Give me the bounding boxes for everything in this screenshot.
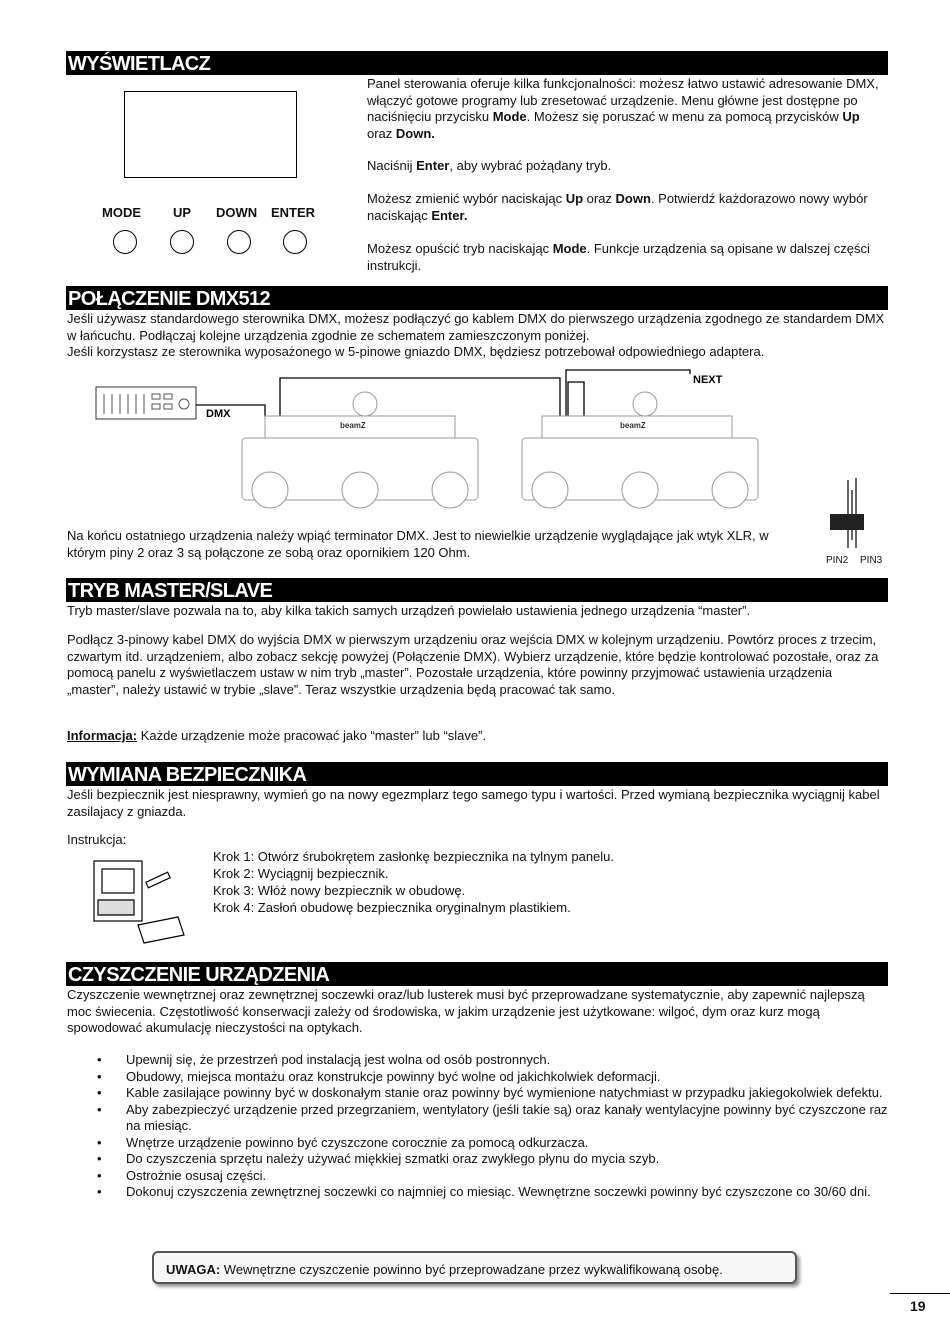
section-heading-fuse: WYMIANA BEZPIECZNIKA	[66, 762, 888, 786]
display-screen-illustration	[124, 91, 297, 178]
list-item: • Wnętrze urządzenie powinno być czyszczone corocznie za pomocą odkurzacza.	[97, 1134, 589, 1150]
pin2-label: PIN2	[826, 555, 849, 566]
master-paragraph-1: Tryb master/slave pozwala na to, aby kilka takich samych urządzeń powielało ustawienia jednego urządzenia “master”.	[67, 603, 751, 618]
cleaning-paragraph-1: Czyszczenie wewnętrznej oraz zewnętrznej soczewki oraz/lub lusterek musi być przeprowadzane systematycznie, aby zapewnić najlepszą moc świecenia. Częstotliwość konserwacji zależy od środowiska, w jakim urządzenie jest użytkowane: wilgoć, dym oraz kurz mogą spowodować akumulację nieczystości na optykach.	[67, 987, 865, 1035]
warning-box: UWAGA: Wewnętrzne czyszczenie powinno być przeprowadzane przez wykwalifikowaną osobę.	[152, 1251, 797, 1284]
dmx-terminator-paragraph: Na końcu ostatniego urządzenia należy wpiąć terminator DMX. Jest to niewielkie urządzenie wyglądające jak wtyk XLR, w którym piny 2 oraz 3 są połączone ze sobą oraz opornikiem 120 Ohm.	[67, 528, 769, 560]
fuse-step-1: Krok 1: Otwórz śrubokrętem zasłonkę bezpiecznika na tylnym panelu.	[213, 849, 615, 864]
fuse-paragraph-1: Jeśli bezpiecznik jest niesprawny, wymień go na nowy egezmplarz tego samego typu i wartości. Przed wymianą bezpiecznika wyciągnij kabel zasilajacy z gniazda.	[67, 787, 880, 819]
button-label-down: DOWN	[216, 205, 258, 220]
pin3-label: PIN3	[860, 555, 883, 566]
cleaning-bullet-list	[97, 1052, 890, 1201]
next-label: NEXT	[693, 374, 723, 386]
fuse-step-3: Krok 3: Włóż nowy bezpiecznik w obudowę.	[213, 883, 466, 898]
dmx-controller	[96, 387, 196, 419]
section-heading-master: TRYB MASTER/SLAVE	[66, 578, 888, 602]
fuse-step-2: Krok 2: Wyciągnij bezpiecznik.	[213, 866, 389, 881]
fuse-replacement-illustration	[88, 855, 188, 947]
display-paragraph-2: Naciśnij Enter, aby wybrać pożądany tryb.	[367, 158, 612, 173]
svg-text:beamZ: beamZ	[340, 421, 366, 430]
dmx-terminator-illustration	[826, 470, 886, 550]
list-item: • Kable zasilające powinny być w doskonałym stanie oraz powinny być wymienione natychmiast w przypadku jakiegokolwiek defektu.	[97, 1085, 883, 1100]
button-label-enter: ENTER	[271, 205, 316, 220]
button-label-mode: MODE	[102, 205, 141, 220]
fixture-2	[522, 392, 758, 508]
fixture-1	[242, 392, 478, 508]
list-item: • Aby zabezpieczyć urządzenie przed przegrzaniem, wentylatory (jeśli takie są) oraz kanały wentylacyjne powinny być czyszczone raz na miesiąc.	[97, 1101, 888, 1133]
section-heading-cleaning: CZYSZCZENIE URZĄDZENIA	[66, 962, 888, 986]
list-item: • Ostrożnie osusaj części.	[97, 1167, 267, 1183]
up-button-circle	[170, 230, 194, 254]
list-item: • Obudowy, miejsca montażu oraz konstrukcje powinny być wolne od jakichkolwiek deformacji.	[97, 1068, 661, 1084]
display-paragraph-3: Możesz zmienić wybór naciskając Up oraz Down. Potwierdź każdorazowo nowy wybór naciskając Enter.	[367, 191, 868, 223]
mode-button-circle	[113, 230, 137, 254]
button-label-up: UP	[173, 205, 192, 220]
down-button-circle	[227, 230, 251, 254]
display-paragraph-1: Panel sterowania oferuje kilka funkcjonalności: możesz łatwo ustawić adresowanie DMX, włączyć gotowe programy lub zresetować urządzenie. Menu główne jest dostępne po naciśnięciu przycisku Mode. Możesz się poruszać w menu za pomocą przycisków Up oraz Down.	[367, 76, 879, 141]
page-number: 19	[890, 1293, 950, 1315]
list-item: • Dokonuj czyszczenia zewnętrznej soczewki co najmniej co miesiąc. Wewnętrzne soczewki powinny być czyszczone co 30/60 dni.	[97, 1184, 871, 1199]
master-info: Informacja: Każde urządzenie może pracować jako “master” lub “slave”.	[67, 728, 487, 743]
enter-button-circle	[283, 230, 307, 254]
dmx-paragraph-1: Jeśli używasz standardowego sterownika DMX, możesz podłączyć go kablem DMX do pierwszego urządzenia zgodnego ze standardem DMX w łańcuchu. Podłączaj kolejne urządzenia zgodnie ze schematem zamieszczonym poniżej.	[67, 311, 885, 343]
section-heading-dmx: POŁĄCZENIE DMX512	[66, 286, 888, 310]
dmx-connection-diagram	[90, 362, 790, 532]
list-item: • Do czyszczenia sprzętu należy używać miękkiej szmatki oraz zwykłego płynu do mycia szyb.	[97, 1151, 660, 1166]
display-paragraph-4: Możesz opuścić tryb naciskając Mode. Funkcje urządzenia są opisane w dalszej części instrukcji.	[367, 241, 870, 273]
dmx-label: DMX	[206, 408, 231, 420]
master-paragraph-2: Podłącz 3-pinowy kabel DMX do wyjścia DMX w pierwszym urządzeniu oraz wejścia DMX w kolejnym urządzeniu. Powtórz proces z trzecim, czwartym itd. urządzeniem, albo zobacz sekcję powyżej (Połączenie DMX). Wybierz urządzenie, które będzie kontrolować pozostałe, oraz za pomocą panelu z wyświetlaczem ustaw w nim tryb „master”. Pozostałe urządzenia, które powinny przyjmować ustawienia urządzenia „master”, należy ustawić w trybie „slave”. Teraz wszystkie urządzenia będą pracować tak samo.	[67, 632, 879, 697]
section-heading-display: WYŚWIETLACZ	[66, 51, 888, 75]
list-item: • Upewnij się, że przestrzeń pod instalacją jest wolna od osób postronnych.	[97, 1052, 551, 1067]
fuse-instruction-label: Instrukcja:	[67, 832, 127, 847]
svg-text:beamZ: beamZ	[620, 421, 646, 430]
dmx-paragraph-2: Jeśli korzystasz ze sterownika wyposażonego w 5-pinowe gniazdo DMX, będziesz potrzebował odpowiedniego adaptera.	[67, 344, 765, 359]
fuse-step-4: Krok 4: Zasłoń obudowę bezpiecznika oryginalnym plastikiem.	[213, 900, 571, 915]
